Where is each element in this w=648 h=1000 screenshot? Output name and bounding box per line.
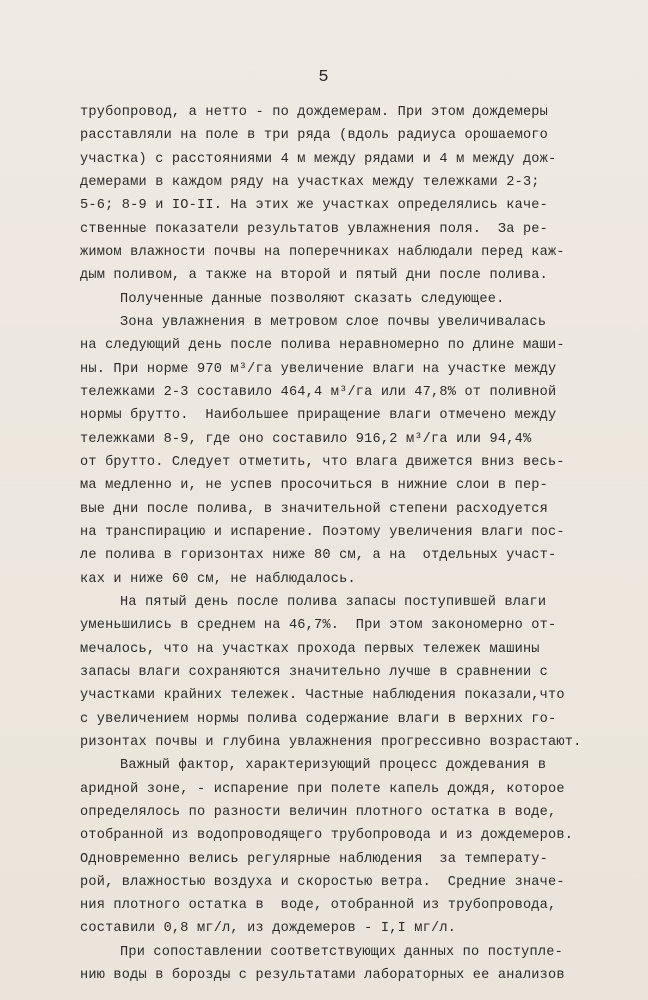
text-line: жимом влажности почвы на поперечниках наблюдали перед каж- bbox=[80, 244, 565, 260]
body-text bbox=[80, 101, 580, 987]
text-line: При сопоставлении соответствующих данных по поступле- bbox=[120, 944, 563, 960]
text-line: вые дни после полива, в значительной степени расходуется bbox=[80, 501, 549, 517]
text-line: отобранной из водопроводящего трубопровода и из дождемеров. bbox=[80, 828, 574, 844]
text-line: ле полива в горизонтах ниже 80 см, а на отдельных участ- bbox=[80, 548, 557, 564]
text-line: ках и ниже 60 см, не наблюдалось. bbox=[80, 571, 356, 587]
text-line: уменьшились в среднем на 46,7%. При этом закономерно от- bbox=[80, 618, 557, 634]
text-line: тележками 8-9, где оно составило 916,2 м³/га или 94,4% bbox=[80, 431, 532, 447]
text-line: с увеличением нормы полива содержание влаги в верхних го- bbox=[80, 711, 557, 727]
text-line: составили 0,8 мг/л, из дождемеров - I,I мг/л. bbox=[80, 921, 457, 937]
text-line: трубопровод, а нетто - по дождемерам. При этом дождемеры bbox=[80, 105, 549, 120]
text-line: запасы влаги сохраняются значительно лучше в сравнении с bbox=[80, 664, 549, 680]
text-line: Полученные данные позволяют сказать следующее. bbox=[120, 291, 505, 307]
text-line: демерами в каждом ряду на участках между тележками 2-3; bbox=[80, 174, 540, 190]
text-line: мечалось, что на участках прохода первых тележек машины bbox=[80, 641, 540, 657]
text-line: ственные показатели результатов увлажнения поля. За ре- bbox=[80, 221, 549, 237]
text-line: дым поливом, а также на второй и пятый дни после полива. bbox=[80, 268, 549, 284]
text-line: 5-6; 8-9 и IO-II. На этих же участках определялись каче- bbox=[80, 198, 549, 214]
text-line: Зона увлажнения в метровом слое почвы увеличивалась bbox=[120, 314, 547, 330]
text-line: определялось по разности величин плотного остатка в воде, bbox=[80, 804, 557, 820]
text-line: от брутто. Следует отметить, что влага движется вниз весь- bbox=[80, 454, 565, 470]
text-line: нию воды в борозды с результатами лабораторных ее анализов bbox=[80, 968, 565, 984]
text-line: Одновременно велись регулярные наблюдения за температу- bbox=[80, 851, 549, 867]
page-number: 5 bbox=[318, 68, 330, 87]
text-line: расставляли на поле в три ряда (вдоль радиуса орошаемого bbox=[80, 128, 549, 144]
text-line: аридной зоне, - испарение при полете капель дождя, которое bbox=[80, 781, 565, 797]
text-line: участка) с расстояниями 4 м между рядами и 4 м между дож- bbox=[80, 151, 557, 167]
text-line: на транспирацию и испарение. Поэтому увеличения влаги пос- bbox=[80, 524, 565, 540]
text-line: нормы брутто. Наибольшее приращение влаги отмечено между bbox=[80, 408, 557, 424]
text-line: тележками 2-3 составило 464,4 м³/га или 47,8% от поливной bbox=[80, 384, 557, 400]
text-line: рой, влажностью воздуха и скоростью ветра. Средние значе- bbox=[80, 874, 565, 890]
text-line: ма медленно и, не успев просочиться в нижние слои в пер- bbox=[80, 478, 549, 494]
text-line: На пятый день после полива запасы поступившей влаги bbox=[120, 594, 547, 610]
text-line: на следующий день после полива неравномерно по длине маши- bbox=[80, 338, 565, 354]
text-line: участками крайних тележек. Частные наблюдения показали,что bbox=[80, 688, 565, 704]
text-line: ризонтах почвы и глубина увлажнения прогрессивно возрастают. bbox=[80, 734, 582, 750]
text-line: ны. При норме 970 м³/га увеличение влаги на участке между bbox=[80, 361, 557, 377]
text-line: ния плотного остатка в воде, отобранной из трубопровода, bbox=[80, 898, 557, 914]
text-line: Важный фактор, характеризующий процесс дождевания в bbox=[120, 758, 547, 774]
